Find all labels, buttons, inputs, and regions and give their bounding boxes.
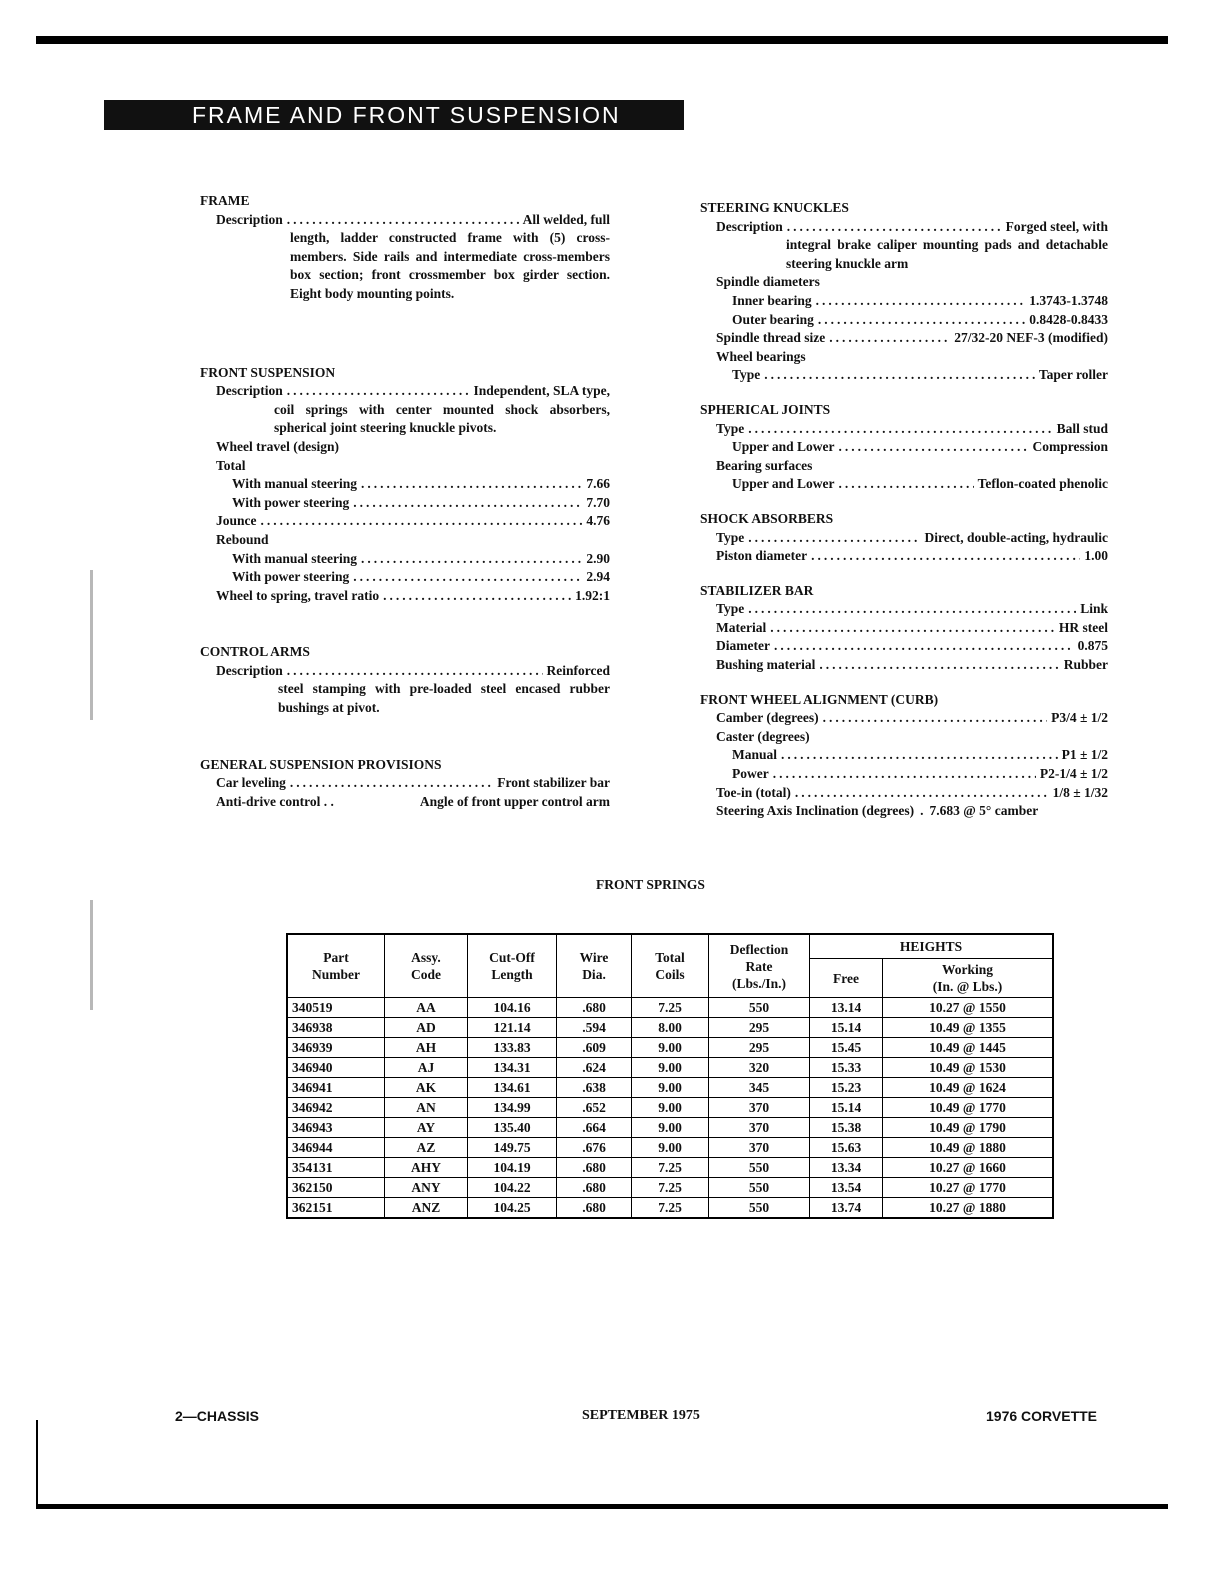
cell-wire: .594: [557, 1018, 632, 1038]
control-arms-title: CONTROL ARMS: [200, 644, 310, 660]
cell-length: 104.19: [468, 1158, 557, 1178]
leader-dots: [383, 587, 571, 606]
leader-dots: [361, 475, 582, 494]
table-row: [287, 1178, 1053, 1198]
table-row: [287, 1098, 1053, 1118]
outer-bearing-row: [700, 311, 1108, 330]
anti-drive-label: Anti-drive control . .: [216, 793, 334, 809]
wheel-bearing-type-row: [700, 366, 1108, 385]
cell-coils: 7.25: [632, 1178, 709, 1198]
table-row: [287, 1018, 1053, 1038]
left-column: [200, 192, 610, 811]
cell-free: 13.54: [810, 1178, 883, 1198]
wheel-bearing-type-label: Type: [732, 367, 761, 383]
manual-steering-total-value: 7.66: [586, 476, 610, 492]
col-deflection-rate: Deflection Rate (Lbs./In.): [709, 934, 810, 998]
leader-dots: [748, 420, 1052, 439]
cell-code: AN: [385, 1098, 468, 1118]
cell-coils: 7.25: [632, 1158, 709, 1178]
jounce-row: [200, 512, 610, 531]
cell-part: 354131: [287, 1158, 385, 1178]
bearing-upper-lower-value: Teflon-coated phenolic: [977, 476, 1108, 492]
upper-lower-value: Compression: [1032, 439, 1108, 455]
leader-dots: [361, 550, 582, 569]
front-springs-title: FRONT SPRINGS: [596, 877, 705, 892]
steering-knuckles-description-text: integral brake caliper mounting pads and detachable steering knuckle arm: [786, 237, 1108, 271]
cell-working: 10.49 @ 1770: [883, 1098, 1054, 1118]
cell-length: 134.99: [468, 1098, 557, 1118]
cell-code: AD: [385, 1018, 468, 1038]
cell-code: AK: [385, 1078, 468, 1098]
cell-coils: 9.00: [632, 1098, 709, 1118]
cell-part: 346944: [287, 1138, 385, 1158]
page-banner: FRAME AND FRONT SUSPENSION: [104, 100, 684, 130]
cell-working: 10.49 @ 1624: [883, 1078, 1054, 1098]
cell-part: 346939: [287, 1038, 385, 1058]
leader-dots: [770, 619, 1055, 638]
col-working: Working (In. @ Lbs.): [883, 959, 1054, 998]
leader-dots: [787, 218, 1002, 237]
caster-manual-value: P1 ± 1/2: [1061, 747, 1108, 763]
cell-rate: 550: [709, 1178, 810, 1198]
cell-length: 149.75: [468, 1138, 557, 1158]
leader-dots: [764, 366, 1035, 385]
cell-code: AH: [385, 1038, 468, 1058]
power-steering-rebound-row: [200, 568, 610, 587]
toe-in-label: Toe-in (total): [716, 784, 791, 800]
cell-working: 10.27 @ 1880: [883, 1198, 1054, 1219]
cell-code: AJ: [385, 1058, 468, 1078]
cell-rate: 550: [709, 1198, 810, 1219]
cell-length: 104.25: [468, 1198, 557, 1219]
leader-dots: [748, 529, 920, 548]
camber-label: Camber (degrees): [716, 710, 819, 726]
toe-in-value: 1/8 ± 1/32: [1052, 784, 1108, 800]
jounce-label: Jounce: [216, 513, 257, 529]
front-suspension-description-row: [200, 382, 610, 401]
shock-absorbers-title: SHOCK ABSORBERS: [700, 510, 834, 526]
cell-free: 15.45: [810, 1038, 883, 1058]
table-row: [287, 1138, 1053, 1158]
frame-description-text: length, ladder constructed frame with (5) cross-members. Side rails and intermediate cross-members box section; front crossmember box girder section. Eight body mounting points.: [290, 230, 610, 301]
cell-coils: 9.00: [632, 1078, 709, 1098]
travel-ratio-value: 1.92:1: [575, 587, 610, 603]
steering-knuckles-section: [700, 199, 1108, 385]
cell-part: 362150: [287, 1178, 385, 1198]
cell-length: 121.14: [468, 1018, 557, 1038]
steering-knuckles-description-label: Description: [716, 218, 783, 234]
cell-free: 13.14: [810, 998, 883, 1018]
manual-steering-label: With manual steering: [232, 476, 358, 492]
caster-label: Caster (degrees): [716, 728, 810, 744]
front-suspension-section: [200, 364, 610, 606]
anti-drive-value: Angle of front upper control arm: [419, 793, 610, 809]
cell-length: 134.61: [468, 1078, 557, 1098]
cell-working: 10.27 @ 1550: [883, 998, 1054, 1018]
leader-dots: [261, 512, 583, 531]
cell-wire: .652: [557, 1098, 632, 1118]
inner-bearing-row: [700, 292, 1108, 311]
control-arms-description-label: Description: [216, 662, 283, 678]
cell-free: 13.34: [810, 1158, 883, 1178]
frame-description-label: Description: [216, 211, 283, 227]
table-row: [287, 1198, 1053, 1219]
piston-diameter-label: Piston diameter: [716, 548, 808, 564]
cell-rate: 370: [709, 1118, 810, 1138]
outer-bearing-label: Outer bearing: [732, 311, 814, 327]
cell-code: AZ: [385, 1138, 468, 1158]
table-row: [287, 1058, 1053, 1078]
cell-wire: .609: [557, 1038, 632, 1058]
stabilizer-type-value: Link: [1080, 601, 1108, 617]
spindle-thread-label: Spindle thread size: [716, 330, 826, 346]
left-margin-rule: [36, 1420, 38, 1508]
cell-working: 10.49 @ 1530: [883, 1058, 1054, 1078]
scan-artifact: [90, 570, 93, 720]
cell-part: 346942: [287, 1098, 385, 1118]
cell-rate: 550: [709, 1158, 810, 1178]
manual-steering-total-row: [200, 475, 610, 494]
table-row: [287, 1038, 1053, 1058]
right-column: [700, 199, 1108, 821]
col-free: Free: [810, 959, 883, 998]
leader-dots: [829, 329, 950, 348]
steering-knuckles-title: STEERING KNUCKLES: [700, 200, 849, 215]
footer-date: SEPTEMBER 1975: [582, 1408, 700, 1423]
bushing-material-value: Rubber: [1063, 657, 1108, 673]
cell-free: 15.14: [810, 1098, 883, 1118]
power-steering-label: With power steering: [232, 494, 350, 510]
col-total-coils: Total Coils: [632, 934, 709, 998]
bushing-material-row: [700, 656, 1108, 675]
cell-part: 346941: [287, 1078, 385, 1098]
stabilizer-bar-title: STABILIZER BAR: [700, 582, 814, 598]
control-arms-description-row: [200, 662, 610, 681]
camber-value: P3/4 ± 1/2: [1051, 710, 1108, 726]
front-suspension-description-text: coil springs with center mounted shock absorbers, spherical joint steering knuckle pivots.: [274, 401, 610, 436]
front-suspension-description-label: Description: [216, 383, 283, 399]
car-leveling-row: [200, 774, 610, 793]
cell-coils: 9.00: [632, 1118, 709, 1138]
cell-part: 346940: [287, 1058, 385, 1078]
outer-bearing-value: 0.8428-0.8433: [1029, 311, 1108, 327]
leader-dots: [774, 637, 1074, 656]
upper-lower-row: [700, 438, 1108, 457]
cell-rate: 370: [709, 1098, 810, 1118]
cell-wire: .680: [557, 1178, 632, 1198]
cell-length: 133.83: [468, 1038, 557, 1058]
general-provisions-title: GENERAL SUSPENSION PROVISIONS: [200, 756, 442, 772]
spindle-thread-value: 27/32-20 NEF-3 (modified): [954, 330, 1108, 346]
col-part-number: Part Number: [287, 934, 385, 998]
frame-description-value: All welded, full: [522, 211, 610, 227]
cell-working: 10.27 @ 1770: [883, 1178, 1054, 1198]
control-arms-section: [200, 643, 610, 717]
cell-free: 15.63: [810, 1138, 883, 1158]
cell-length: 104.22: [468, 1178, 557, 1198]
cell-code: AA: [385, 998, 468, 1018]
cell-part: 362151: [287, 1198, 385, 1219]
stabilizer-bar-section: [700, 582, 1108, 675]
spherical-joints-section: [700, 401, 1108, 494]
stabilizer-material-row: [700, 619, 1108, 638]
cell-part: 340519: [287, 998, 385, 1018]
cell-code: AY: [385, 1118, 468, 1138]
leader-dots: [353, 494, 582, 513]
cell-rate: 345: [709, 1078, 810, 1098]
table-row: [287, 998, 1053, 1018]
piston-diameter-value: 1.00: [1084, 548, 1108, 564]
stabilizer-diameter-label: Diameter: [716, 638, 770, 654]
cell-working: 10.49 @ 1880: [883, 1138, 1054, 1158]
spindle-thread-row: [700, 329, 1108, 348]
steering-axis-label: Steering Axis Inclination (degrees): [716, 803, 915, 819]
power-steering-total-value: 7.70: [586, 494, 610, 510]
spherical-joints-type-label: Type: [716, 420, 745, 436]
cell-coils: 9.00: [632, 1038, 709, 1058]
rebound-label: Rebound: [216, 531, 269, 547]
cell-wire: .638: [557, 1078, 632, 1098]
steering-knuckles-description-row: [700, 218, 1108, 237]
cell-coils: 7.25: [632, 1198, 709, 1219]
footer-section: 2—CHASSIS: [175, 1408, 260, 1424]
leader-dots: [819, 656, 1059, 675]
shock-type-value: Direct, double-acting, hydraulic: [924, 529, 1108, 545]
col-cutoff-length: Cut-Off Length: [468, 934, 557, 998]
col-heights: HEIGHTS: [810, 934, 1054, 959]
jounce-value: 4.76: [586, 513, 610, 529]
cell-working: 10.49 @ 1355: [883, 1018, 1054, 1038]
front-springs-table: [286, 933, 1054, 1219]
front-springs-body: [287, 998, 1053, 1219]
caster-manual-label: Manual: [732, 747, 778, 763]
bearing-surfaces-row: [700, 475, 1108, 494]
cell-length: 135.40: [468, 1118, 557, 1138]
stabilizer-material-value: HR steel: [1058, 619, 1108, 635]
upper-lower-label: Upper and Lower: [732, 439, 835, 455]
leader-dots: [781, 746, 1058, 765]
spherical-joints-title: SPHERICAL JOINTS: [700, 401, 831, 417]
cell-working: 10.49 @ 1790: [883, 1118, 1054, 1138]
cell-rate: 370: [709, 1138, 810, 1158]
top-rule: [36, 36, 1168, 44]
leader-dots: [823, 709, 1047, 728]
frame-section: [200, 192, 610, 304]
wheel-bearing-type-value: Taper roller: [1038, 367, 1108, 383]
bearing-surfaces-label: Bearing surfaces: [716, 457, 813, 473]
wheel-alignment-title: FRONT WHEEL ALIGNMENT (CURB): [700, 691, 939, 707]
power-steering-rebound-value: 2.94: [586, 569, 610, 585]
piston-diameter-row: [700, 547, 1108, 566]
cell-wire: .664: [557, 1118, 632, 1138]
steering-knuckles-description-value: Forged steel, with: [1005, 218, 1108, 234]
leader-dots: [795, 784, 1049, 803]
caster-power-value: P2-1/4 ± 1/2: [1039, 766, 1108, 782]
frame-description-row: [200, 211, 610, 230]
cell-free: 13.74: [810, 1198, 883, 1219]
wheel-alignment-section: [700, 691, 1108, 821]
leader-dots: [818, 311, 1025, 330]
leader-dots: [811, 547, 1080, 566]
manual-steering-label: With manual steering: [232, 550, 358, 566]
toe-in-row: [700, 784, 1108, 803]
travel-ratio-row: [200, 587, 610, 606]
caster-power-row: [700, 765, 1108, 784]
car-leveling-value: Front stabilizer bar: [497, 775, 610, 791]
cell-wire: .624: [557, 1058, 632, 1078]
cell-code: ANY: [385, 1178, 468, 1198]
bushing-material-label: Bushing material: [716, 657, 816, 673]
manual-steering-rebound-value: 2.90: [586, 550, 610, 566]
footer-model: 1976 CORVETTE: [986, 1408, 1098, 1424]
cell-part: 346943: [287, 1118, 385, 1138]
manual-steering-rebound-row: [200, 550, 610, 569]
stabilizer-diameter-value: 0.875: [1077, 638, 1108, 654]
cell-coils: 7.25: [632, 998, 709, 1018]
spindle-diameters-label: Spindle diameters: [716, 274, 820, 290]
cell-rate: 320: [709, 1058, 810, 1078]
car-leveling-label: Car leveling: [216, 775, 286, 791]
cell-wire: .680: [557, 1158, 632, 1178]
control-arms-description-text: steel stamping with pre-loaded steel encased rubber bushings at pivot.: [278, 681, 610, 716]
stabilizer-type-row: [700, 600, 1108, 619]
shock-absorbers-section: [700, 510, 1108, 566]
caster-power-label: Power: [732, 766, 769, 782]
shock-type-label: Type: [716, 529, 745, 545]
cell-free: 15.23: [810, 1078, 883, 1098]
cell-wire: .680: [557, 998, 632, 1018]
total-label: Total: [216, 457, 246, 473]
cell-coils: 9.00: [632, 1138, 709, 1158]
steering-axis-value: 7.683 @ 5° camber: [929, 803, 1039, 819]
anti-drive-row: [200, 793, 610, 812]
general-provisions-section: [200, 756, 610, 812]
cell-rate: 550: [709, 998, 810, 1018]
bottom-rule: [36, 1504, 1168, 1509]
leader-dots: [773, 765, 1036, 784]
leader-dots: [839, 475, 974, 494]
stabilizer-diameter-row: [700, 637, 1108, 656]
cell-coils: 8.00: [632, 1018, 709, 1038]
scan-artifact: [90, 900, 93, 1010]
table-row: [287, 1078, 1053, 1098]
inner-bearing-label: Inner bearing: [732, 292, 812, 308]
stabilizer-material-label: Material: [716, 619, 767, 635]
front-suspension-title: FRONT SUSPENSION: [200, 364, 336, 380]
leader-dots: [748, 600, 1076, 619]
wheel-bearings-label: Wheel bearings: [716, 348, 806, 364]
cell-length: 134.31: [468, 1058, 557, 1078]
power-steering-total-row: [200, 494, 610, 513]
camber-row: [700, 709, 1108, 728]
wheel-travel-label: Wheel travel (design): [216, 438, 339, 454]
inner-bearing-value: 1.3743-1.3748: [1029, 292, 1108, 308]
bearing-upper-lower-label: Upper and Lower: [732, 476, 835, 492]
cell-free: 15.38: [810, 1118, 883, 1138]
shock-type-row: [700, 529, 1108, 548]
cell-rate: 295: [709, 1038, 810, 1058]
control-arms-description-value: Reinforced: [546, 662, 610, 678]
cell-rate: 295: [709, 1018, 810, 1038]
leader-dots: [287, 382, 470, 401]
leader-dots: [287, 211, 519, 230]
frame-title: FRAME: [200, 193, 250, 208]
table-row: [287, 1158, 1053, 1178]
cell-working: 10.27 @ 1660: [883, 1158, 1054, 1178]
cell-working: 10.49 @ 1445: [883, 1038, 1054, 1058]
cell-wire: .680: [557, 1198, 632, 1219]
cell-code: AHY: [385, 1158, 468, 1178]
front-suspension-description-value: Independent, SLA type,: [473, 383, 610, 399]
stabilizer-type-label: Type: [716, 601, 745, 617]
cell-code: ANZ: [385, 1198, 468, 1219]
cell-wire: .676: [557, 1138, 632, 1158]
leader-dots: [816, 292, 1026, 311]
leader-dots: [287, 662, 543, 681]
leader-dots: [353, 568, 582, 587]
cell-coils: 9.00: [632, 1058, 709, 1078]
spherical-joints-type-value: Ball stud: [1056, 420, 1108, 436]
spherical-joints-type-row: [700, 420, 1108, 439]
cell-free: 15.14: [810, 1018, 883, 1038]
leader-dots: [290, 774, 493, 793]
caster-manual-row: [700, 746, 1108, 765]
table-row: [287, 1118, 1053, 1138]
col-wire-dia: Wire Dia.: [557, 934, 632, 998]
leader-dots: [839, 438, 1029, 457]
cell-part: 346938: [287, 1018, 385, 1038]
cell-length: 104.16: [468, 998, 557, 1018]
travel-ratio-label: Wheel to spring, travel ratio: [216, 587, 380, 603]
power-steering-label: With power steering: [232, 569, 350, 585]
cell-free: 15.33: [810, 1058, 883, 1078]
steering-axis-row: Steering Axis Inclination (degrees) . 7.683 @ 5° camber: [700, 802, 1108, 821]
col-assy-code: Assy. Code: [385, 934, 468, 998]
